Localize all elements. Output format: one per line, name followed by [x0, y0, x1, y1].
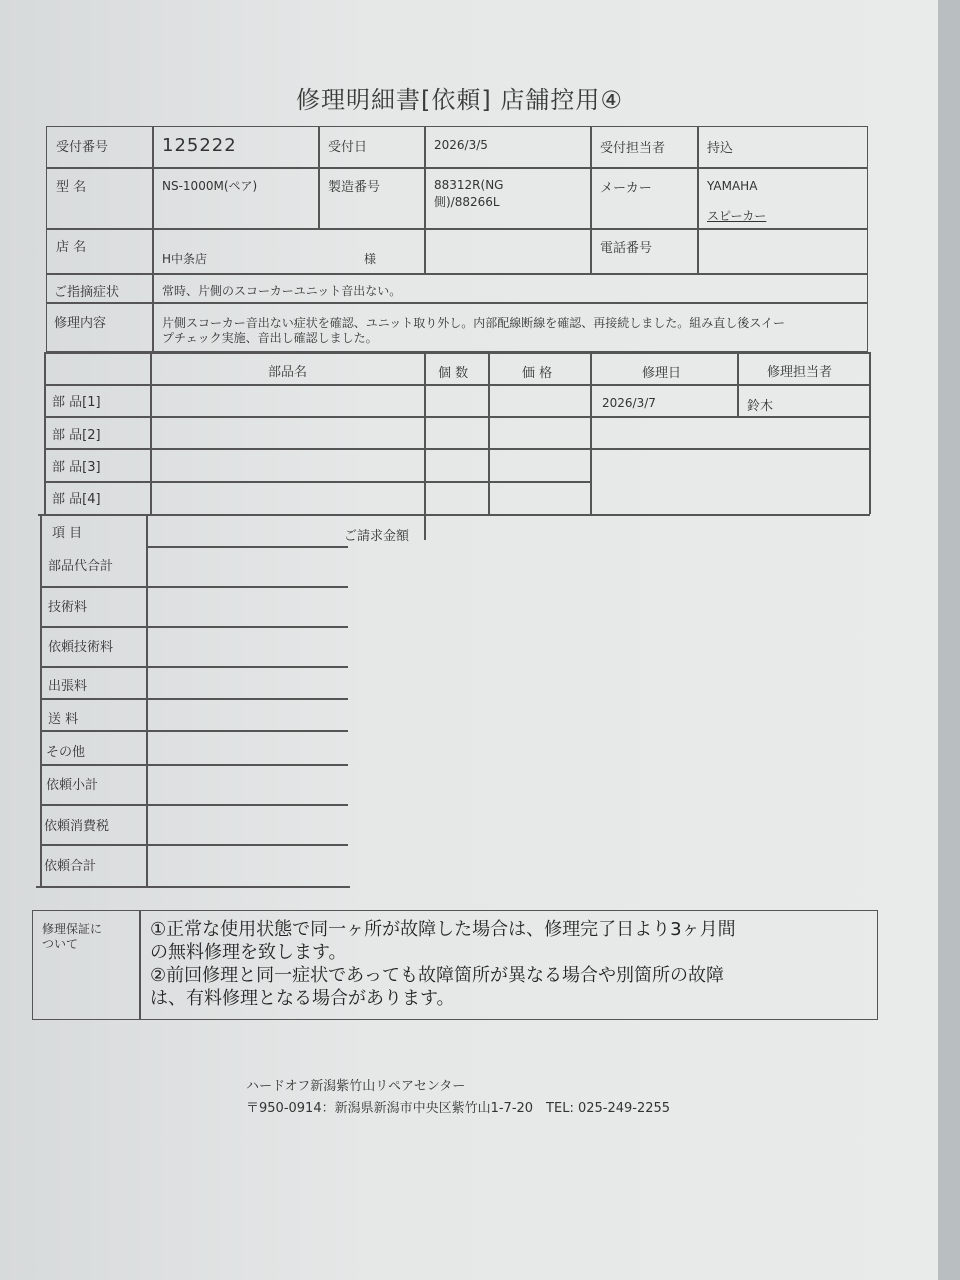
cost-row-tax: 依頼消費税: [44, 819, 110, 834]
cost-row-total: 依頼合計: [44, 859, 97, 874]
store-suffix: 様: [364, 252, 377, 266]
item-label: 項 目: [52, 526, 83, 541]
col-qty: 個 数: [438, 366, 469, 381]
cost-row-tech-fee: 技術料: [48, 600, 88, 615]
warranty-label-line1: 修理保証に: [42, 922, 103, 936]
col-repair-staff: 修理担当者: [767, 365, 833, 380]
reception-no: 125222: [162, 135, 237, 156]
footer-address: 〒950-0914：新潟県新潟市中央区紫竹山1-7-20 TEL: 025-249-2255: [246, 1101, 671, 1116]
col-repair-date: 修理日: [642, 366, 682, 381]
phone-label: 電話番号: [600, 241, 653, 256]
warranty-line-3: ②前回修理と同一症状であっても故障箇所が異なる場合や別箇所の故障: [150, 965, 724, 986]
part-row-2: 部 品[2]: [52, 428, 101, 443]
warranty-text: [150, 918, 870, 1010]
cost-row-other: その他: [46, 745, 86, 760]
serial-value-line1: 88312R(NG: [434, 178, 504, 192]
footer-company: ハードオフ新潟紫竹山リペアセンター: [246, 1079, 466, 1094]
maker-value: YAMAHA: [707, 179, 758, 193]
cost-row-subtotal: 依頼小計: [46, 778, 99, 793]
repair-value-line1: 片側スコーカー音出ない症状を確認、ユニット取り外し。内部配線断線を確認、再接続しました。組み直し後スイー: [162, 316, 786, 330]
billing-label: ご請求金額: [344, 529, 410, 544]
serial-value-line2: 側)/88266L: [434, 195, 500, 209]
cost-row-trip-fee: 出張料: [48, 679, 88, 694]
serial-label: 製造番号: [328, 180, 381, 195]
cost-row-shipping: 送 料: [48, 712, 79, 727]
warranty-line-4: は、有料修理となる場合があります。: [150, 988, 455, 1009]
repair-value-line2: プチェック実施、音出し確認しました。: [162, 331, 378, 345]
repair-label: 修理内容: [54, 316, 107, 331]
store-value: H中条店: [162, 252, 208, 266]
repair-date-value: 2026/3/7: [602, 396, 656, 410]
warranty-line-2: の無料修理を致します。: [150, 942, 347, 963]
part-row-3: 部 品[3]: [52, 460, 101, 475]
document-title: 修理明細書[依頼] 店舗控用④: [296, 86, 623, 114]
cost-row-request-tech-fee: 依頼技術料: [48, 640, 114, 655]
warranty-label-line2: ついて: [42, 937, 79, 951]
reception-date: 2026/3/5: [434, 138, 488, 152]
repair-staff-value: 鈴木: [747, 399, 774, 414]
reception-date-label: 受付日: [328, 140, 368, 155]
model-value: NS-1000M(ペア): [162, 179, 258, 193]
model-label: 型 名: [56, 180, 87, 195]
reception-staff: 持込: [707, 141, 734, 156]
warranty-line-1: ①正常な使用状態で同一ヶ所が故障した場合は、修理完了日より3ヶ月間: [150, 919, 736, 940]
symptom-label: ご指摘症状: [54, 285, 120, 300]
category-value: スピーカー: [707, 209, 767, 223]
cost-row-parts-total: 部品代合計: [48, 559, 114, 574]
part-row-4: 部 品[4]: [52, 492, 101, 507]
part-row-1: 部 品[1]: [52, 395, 101, 410]
maker-label: メーカー: [600, 181, 652, 196]
page-edge: [938, 0, 960, 1280]
symptom-value: 常時、片側のスコーカーユニット音出ない。: [162, 284, 402, 298]
col-price: 価 格: [522, 366, 553, 381]
reception-staff-label: 受付担当者: [600, 141, 666, 156]
store-label: 店 名: [56, 240, 87, 255]
reception-no-label: 受付番号: [56, 140, 109, 155]
col-part-name: 部品名: [268, 365, 308, 380]
